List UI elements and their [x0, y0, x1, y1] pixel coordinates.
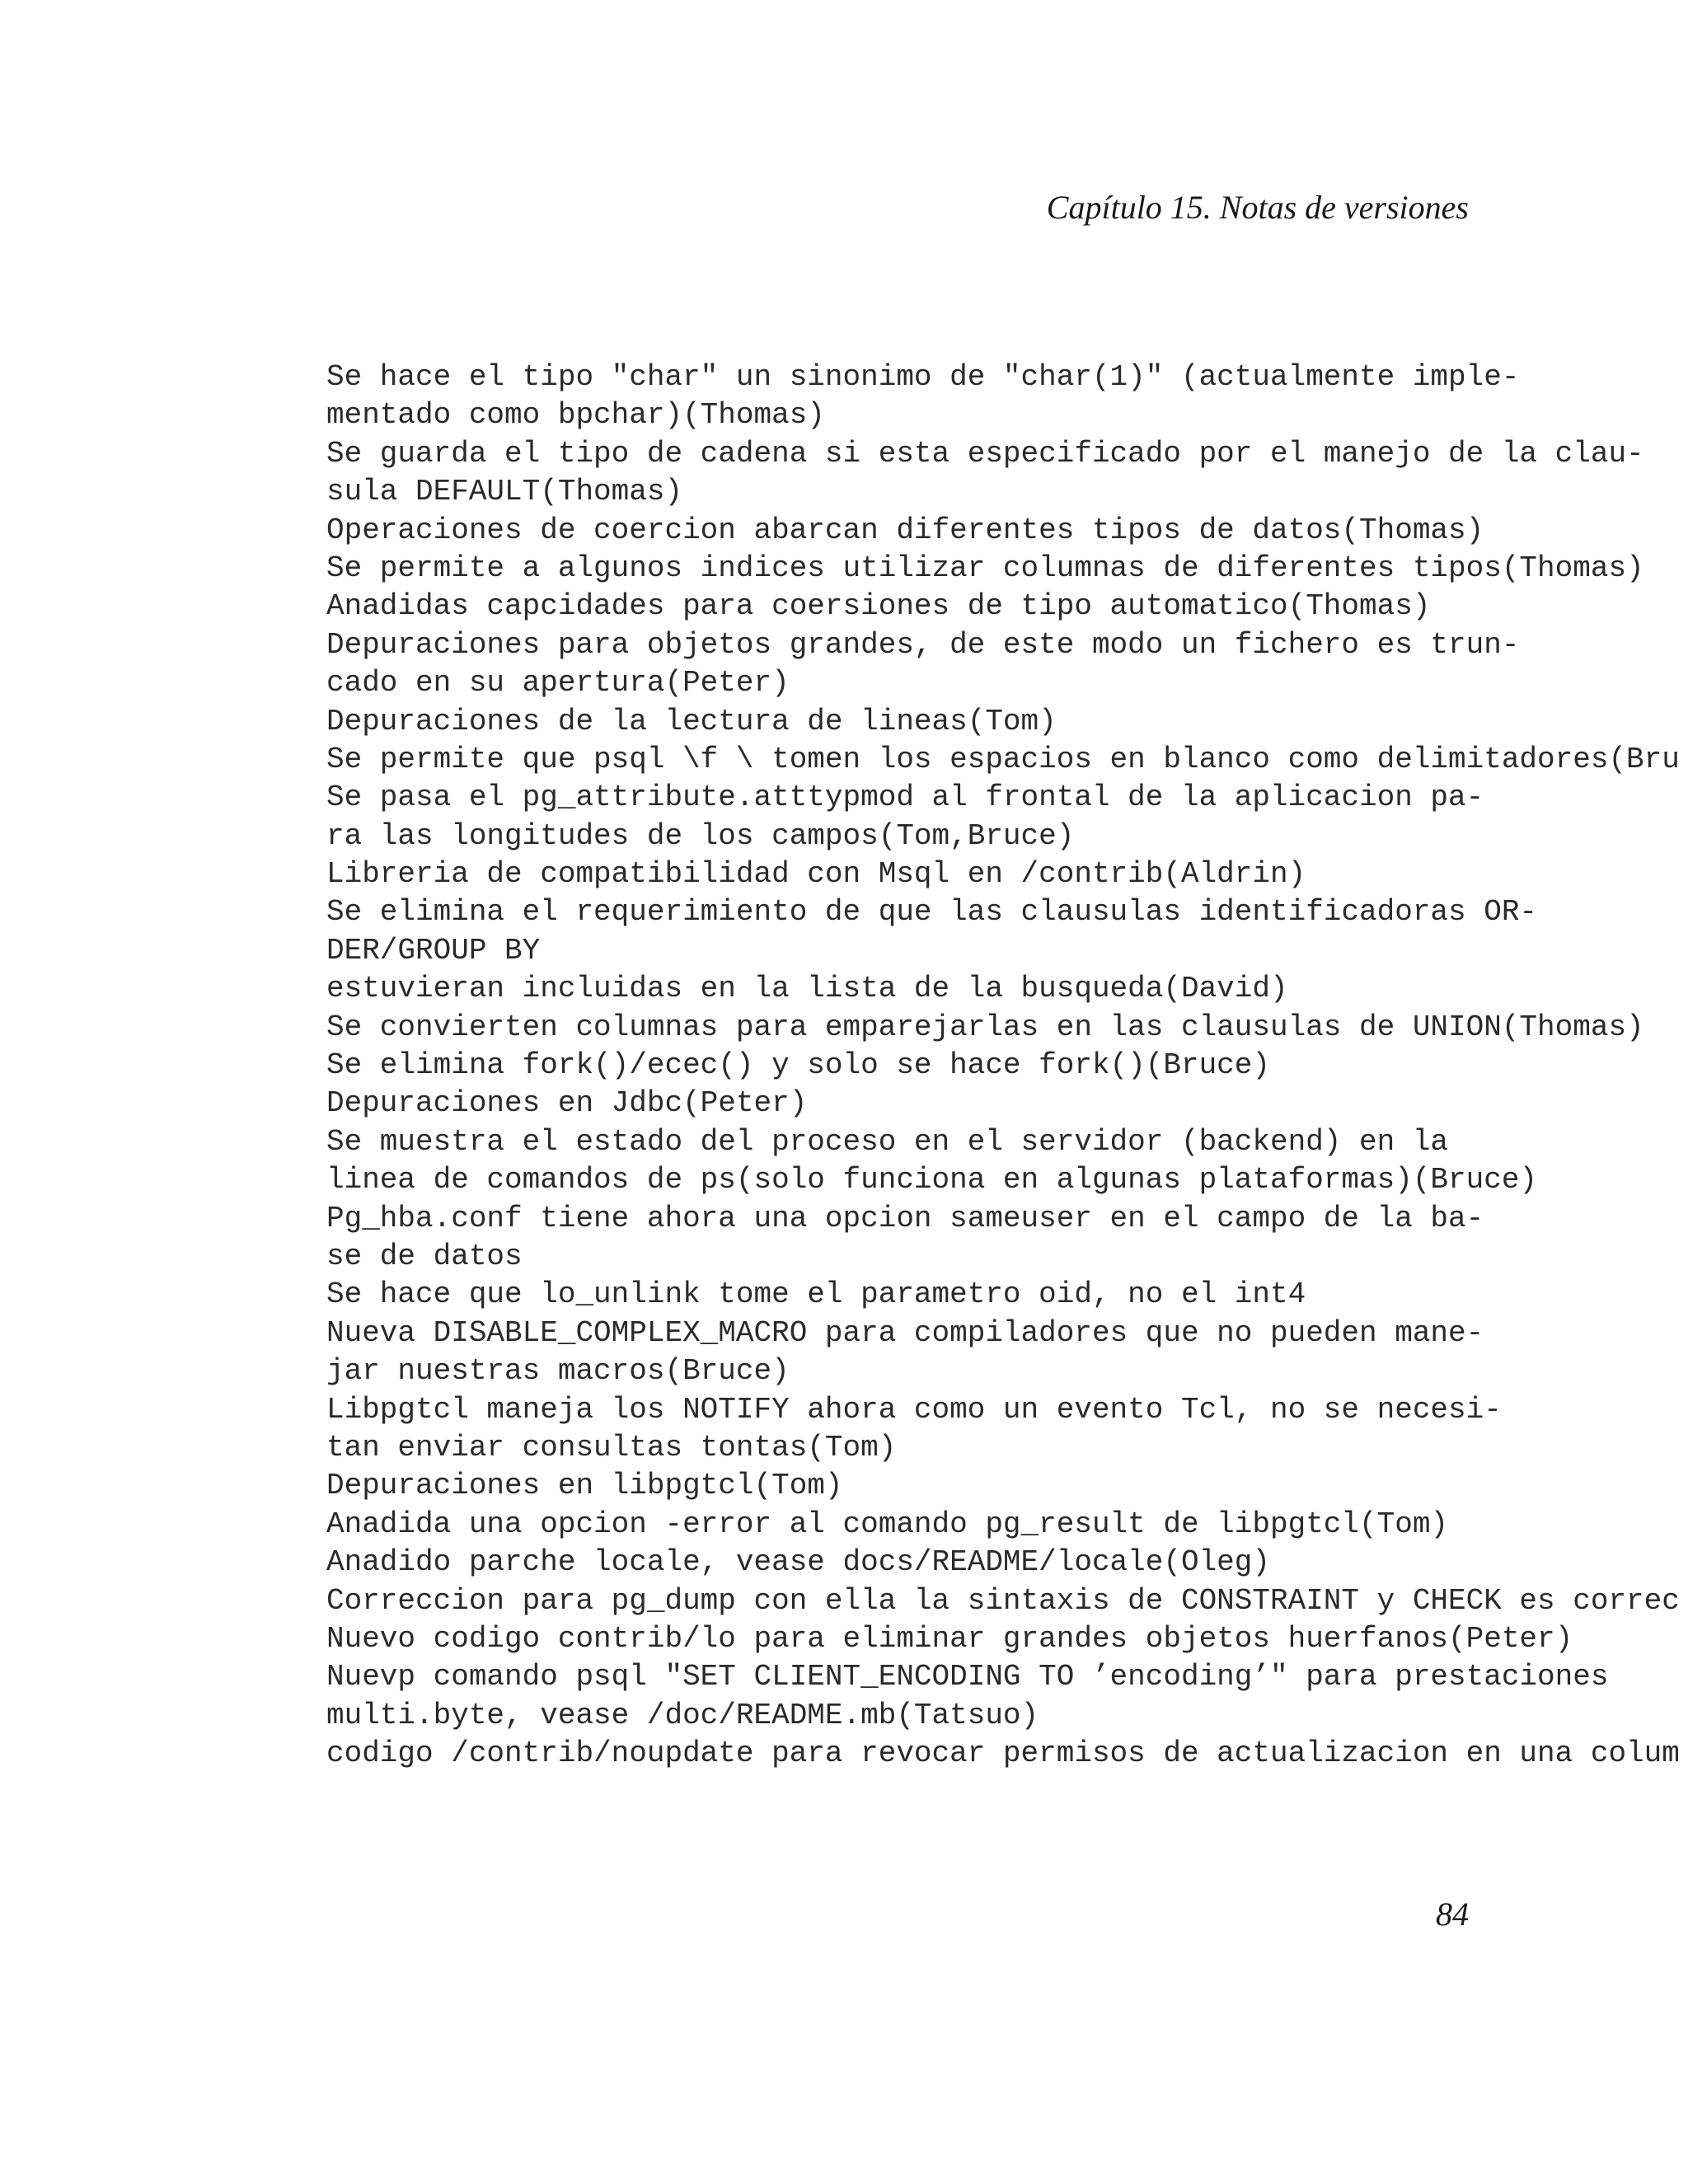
release-note-line: Se permite a algunos indices utilizar columnas de diferentes tipos(Thomas): [326, 551, 1644, 585]
release-note-line: linea de comandos de ps(solo funciona en algunas plataformas)(Bruce): [326, 1163, 1538, 1197]
release-note-line: Pg_hba.conf tiene ahora una opcion sameuser en el campo de la ba-: [326, 1201, 1484, 1235]
release-note-line: Anadida una opcion -error al comando pg_result de libpgtcl(Tom): [326, 1507, 1449, 1541]
release-note-line: tan enviar consultas tontas(Tom): [326, 1430, 897, 1465]
release-note-line: sula DEFAULT(Thomas): [326, 475, 683, 509]
release-note-line: Depuraciones para objetos grandes, de este modo un fichero es trun-: [326, 627, 1520, 662]
release-note-line: Nuevp comando psql "SET CLIENT_ENCODING TO ’encoding’" para prestaciones: [326, 1660, 1609, 1694]
release-note-line: Libreria de compatibilidad con Msql en /contrib(Aldrin): [326, 857, 1306, 892]
release-note-line: Se convierten columnas para emparejarlas en las clausulas de UNION(Thomas): [326, 1010, 1644, 1044]
release-notes-list: [326, 359, 1688, 1773]
release-note-line: cado en su apertura(Peter): [326, 666, 790, 701]
release-note-line: mentado como bpchar)(Thomas): [326, 398, 825, 433]
release-note-line: Se hace el tipo "char" un sinonimo de "char(1)" (actualmente imple-: [326, 360, 1520, 394]
release-note-line: Anadidas capcidades para coersiones de tipo automatico(Thomas): [326, 589, 1431, 624]
release-note-line: Depuraciones en libpgtcl(Tom): [326, 1469, 843, 1503]
release-note-line: se de datos: [326, 1239, 523, 1273]
release-note-line: Se permite que psql \f \ tomen los espacios en blanco como delimitadores(Bru: [326, 742, 1680, 776]
release-note-line: ra las longitudes de los campos(Tom,Bruce): [326, 818, 1075, 853]
release-note-line: Operaciones de coercion abarcan diferentes tipos de datos(Thomas): [326, 513, 1484, 547]
release-note-line: Se hace que lo_unlink tome el parametro oid, no el int4: [326, 1277, 1306, 1312]
release-note-line: Se muestra el estado del proceso en el servidor (backend) en la: [326, 1124, 1449, 1159]
release-note-line: Depuraciones de la lectura de lineas(Tom): [326, 704, 1057, 738]
chapter-header: Capítulo 15. Notas de versiones: [1046, 189, 1469, 226]
release-note-line: estuvieran incluidas en la lista de la busqueda(David): [326, 972, 1288, 1006]
release-note-line: Anadido parche locale, vease docs/README/locale(Oleg): [326, 1545, 1270, 1580]
release-note-line: Nuevo codigo contrib/lo para eliminar grandes objetos huerfanos(Peter): [326, 1621, 1573, 1656]
page-number: 84: [1436, 1896, 1469, 1933]
release-note-line: Se elimina el requerimiento de que las clausulas identificadoras OR-: [326, 895, 1538, 930]
release-note-line: multi.byte, vease /doc/README.mb(Tatsuo): [326, 1698, 1039, 1732]
release-note-line: Libpgtcl maneja los NOTIFY ahora como un evento Tcl, no se necesi-: [326, 1392, 1502, 1427]
release-note-line: DER/GROUP BY: [326, 933, 541, 968]
release-note-line: Se elimina fork()/ecec() y solo se hace fork()(Bruce): [326, 1048, 1270, 1083]
release-note-line: Depuraciones en Jdbc(Peter): [326, 1086, 808, 1121]
release-note-line: codigo /contrib/noupdate para revocar permisos de actualizacion en una colum: [326, 1736, 1680, 1771]
release-note-line: Se pasa el pg_attribute.atttypmod al frontal de la aplicacion pa-: [326, 780, 1484, 815]
release-note-line: Correccion para pg_dump con ella la sintaxis de CONSTRAINT y CHECK es correc: [326, 1583, 1680, 1618]
release-note-line: Nueva DISABLE_COMPLEX_MACRO para compiladores que no pueden mane-: [326, 1315, 1484, 1350]
release-note-line: jar nuestras macros(Bruce): [326, 1354, 790, 1389]
release-note-line: Se guarda el tipo de cadena si esta especificado por el manejo de la clau-: [326, 436, 1644, 471]
